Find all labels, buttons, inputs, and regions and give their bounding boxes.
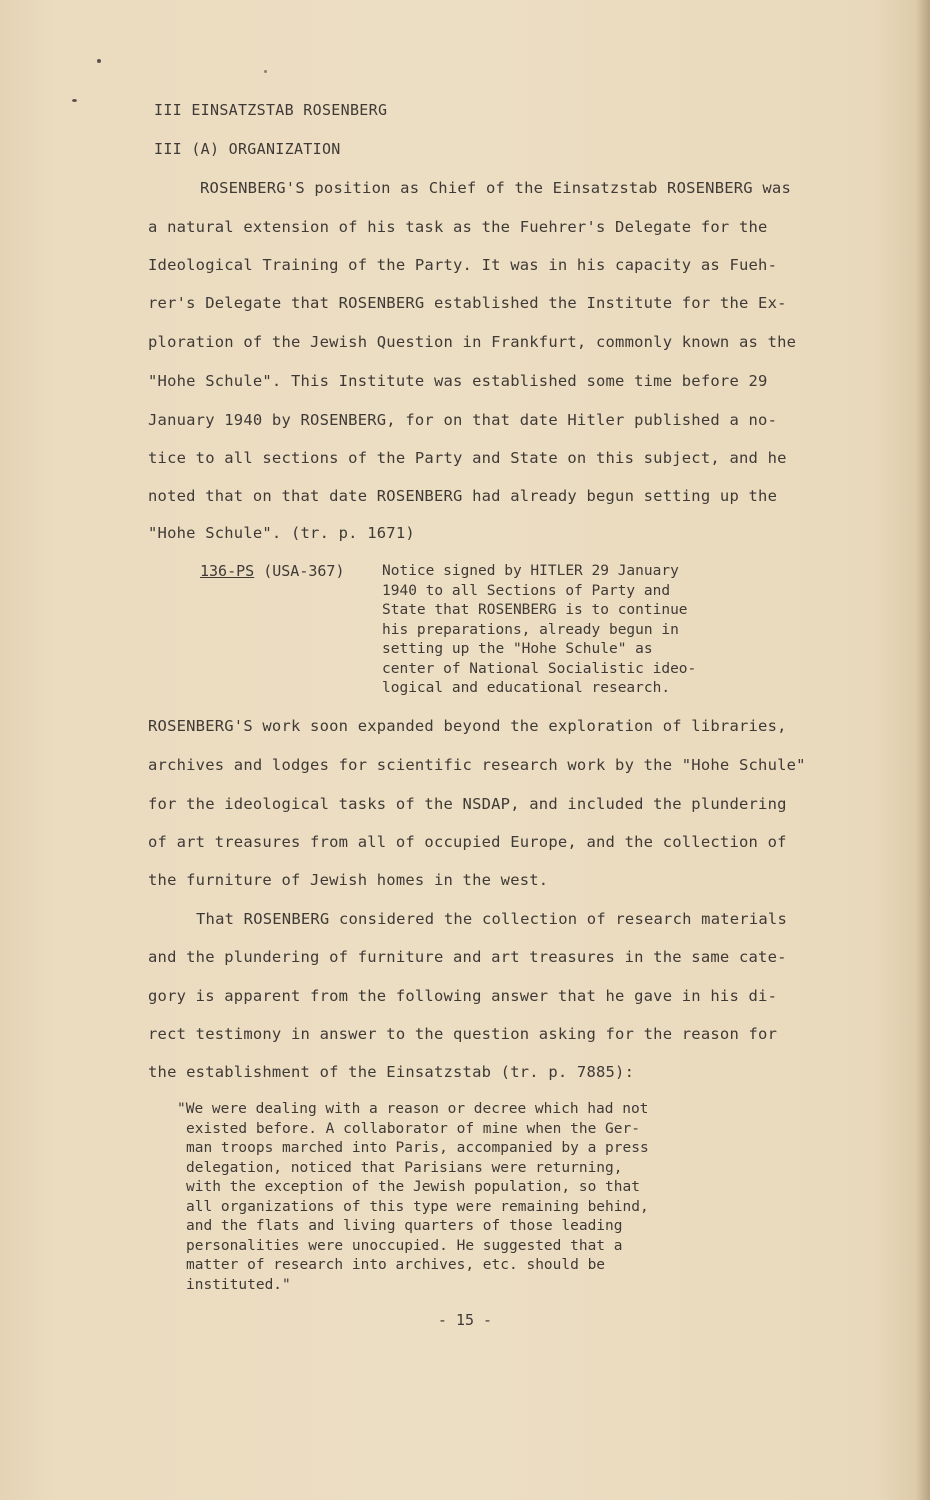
exhibit-usa-number: (USA-367) <box>263 562 345 580</box>
paragraph-line: for the ideological tasks of the NSDAP, and included the plundering <box>148 795 787 813</box>
paragraph-line: and the plundering of furniture and art treasures in the same cate- <box>148 948 787 966</box>
quote-line: man troops marched into Paris, accompanied by a press <box>186 1140 649 1156</box>
quote-line: matter of research into archives, etc. should be <box>186 1257 606 1273</box>
paragraph-line: January 1940 by ROSENBERG, for on that date Hitler published a no- <box>148 411 778 429</box>
paragraph-line: rect testimony in answer to the question asking for the reason for <box>148 1025 778 1043</box>
paragraph-line: Ideological Training of the Party. It was in his capacity as Fueh- <box>148 256 778 274</box>
paragraph-line: noted that on that date ROSENBERG had already begun setting up the <box>148 487 778 505</box>
exhibit-description <box>382 562 742 699</box>
paragraph-line: archives and lodges for scientific research work by the "Hohe Schule" <box>148 756 806 774</box>
exhibit-reference <box>200 562 345 580</box>
paragraph-line: tice to all sections of the Party and State on this subject, and he <box>148 449 787 467</box>
quote-line: and the flats and living quarters of those leading <box>186 1218 623 1234</box>
paragraph-line: the establishment of the Einsatzstab (tr. p. 7885): <box>148 1063 635 1081</box>
paragraph-line: "Hohe Schule". This Institute was established some time before 29 <box>148 372 768 390</box>
section-heading: III EINSATZSTAB ROSENBERG <box>154 101 388 119</box>
quote-line: instituted." <box>186 1276 291 1293</box>
paper-speck <box>264 70 267 73</box>
quote-line: all organizations of this type were remaining behind, <box>186 1198 649 1215</box>
subsection-heading: III (A) ORGANIZATION <box>154 140 341 158</box>
paragraph-line: That ROSENBERG considered the collection of research materials <box>196 910 787 928</box>
exhibit-line: his preparations, already begun in <box>382 621 679 638</box>
paper-speck <box>72 99 77 102</box>
testimony-quote <box>177 1100 737 1295</box>
exhibit-line: Notice signed by HITLER 29 January <box>382 563 679 579</box>
page-edge-shadow <box>916 0 930 1500</box>
paragraph-line: ROSENBERG'S work soon expanded beyond the exploration of libraries, <box>148 717 787 735</box>
paragraph-line: "Hohe Schule". (tr. p. 1671) <box>148 524 415 542</box>
exhibit-line: setting up the "Hohe Schule" as <box>382 641 653 657</box>
exhibit-code: 136-PS <box>200 562 255 580</box>
quote-line: "We were dealing with a reason or decree which had not <box>177 1101 649 1117</box>
exhibit-line: logical and educational research. <box>382 680 671 696</box>
paragraph-line: a natural extension of his task as the Fuehrer's Delegate for the <box>148 218 768 236</box>
page-number: - 15 - <box>437 1311 493 1329</box>
paper-speck <box>97 59 101 63</box>
paragraph-line: gory is apparent from the following answer that he gave in his di- <box>148 987 778 1005</box>
paragraph-line: ROSENBERG'S position as Chief of the Einsatzstab ROSENBERG was <box>200 179 791 197</box>
quote-line: existed before. A collaborator of mine when the Ger- <box>186 1120 640 1137</box>
quote-line: personalities were unoccupied. He suggested that a <box>186 1237 623 1254</box>
quote-line: delegation, noticed that Parisians were returning, <box>186 1159 623 1176</box>
paragraph-line: the furniture of Jewish homes in the west. <box>148 871 549 889</box>
quote-line: with the exception of the Jewish population, so that <box>186 1179 640 1195</box>
exhibit-line: center of National Socialistic ideo- <box>382 660 697 677</box>
paragraph-line: rer's Delegate that ROSENBERG established the Institute for the Ex- <box>148 294 787 312</box>
exhibit-line: State that ROSENBERG is to continue <box>382 602 688 618</box>
paragraph-line: of art treasures from all of occupied Europe, and the collection of <box>148 833 787 851</box>
exhibit-line: 1940 to all Sections of Party and <box>382 582 671 599</box>
paragraph-line: ploration of the Jewish Question in Frankfurt, commonly known as the <box>148 333 797 351</box>
